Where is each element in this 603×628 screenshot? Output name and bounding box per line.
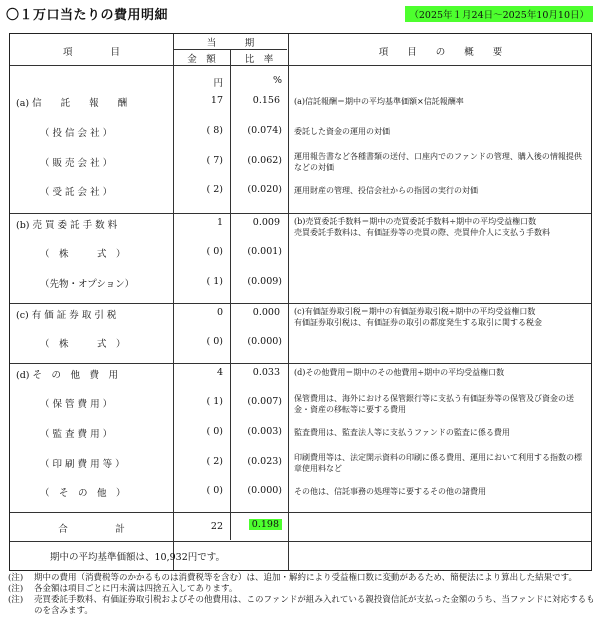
row-label: (d) そ の 他 費 用 <box>16 370 119 381</box>
total-ratio <box>230 519 282 530</box>
period-badge: （2025年１月24日～2025年10月10日） <box>405 6 593 22</box>
unit-yen: 円 <box>213 78 223 89</box>
row-label: （ 株 式 ） <box>40 249 126 260</box>
row-ratio: (0.023) <box>247 456 282 467</box>
col-divider <box>288 34 289 570</box>
footnotes <box>8 573 596 617</box>
row-label: （ 印 刷 費 用 等 ） <box>40 459 125 470</box>
header-item: 項 目 <box>62 47 120 58</box>
footnote-tag: (注) <box>8 573 24 583</box>
footnote-tag: (注) <box>8 584 24 594</box>
desc-d4: その他は、信託事務の処理等に要するその他の諸費用 <box>294 487 486 496</box>
row-ratio: 0.009 <box>252 217 280 228</box>
row-label: （ 販 売 会 社 ） <box>40 158 113 169</box>
row-ratio: (0.074) <box>247 125 282 136</box>
row-ratio: (0.009) <box>247 276 282 287</box>
row-label: （ そ の 他 ） <box>40 488 126 499</box>
row-label: （ 監 査 費 用 ） <box>40 429 113 440</box>
unit-pct: % <box>272 75 282 86</box>
desc-a-main: (a)信託報酬＝期中の平均基準価額×信託報酬率 <box>294 97 464 106</box>
row-divider <box>10 541 591 542</box>
desc-d3: 印刷費用等は、法定開示資料の印刷に係る費用、運用において利用する指数の標章使用料など <box>294 453 582 473</box>
row-amount: ( 0) <box>206 246 223 257</box>
row-ratio: (0.003) <box>247 426 282 437</box>
desc-d2: 監査費用は、監査法人等に支払うファンドの監査に係る費用 <box>294 428 510 437</box>
expense-table <box>9 33 592 571</box>
row-amount: 4 <box>216 367 223 378</box>
footnote <box>8 595 596 617</box>
average-price: 期中の平均基準価額は、10,932円です。 <box>50 552 225 563</box>
row-amount: ( 2) <box>206 456 223 467</box>
row-ratio: 0.000 <box>252 307 280 318</box>
desc-c-sub: 有価証券取引税は、有価証券の取引の都度発生する取引に関する税金 <box>294 318 542 327</box>
footnote-text: 期中の費用（消費税等のかかるものは消費税等を含む）は、追加・解約により受益権口数に変動があるため、簡便法により算出した結果です。 <box>34 573 577 583</box>
row-divider <box>173 49 287 50</box>
footnote-text: 各金額は項目ごとに円未満は四捨五入してあります。 <box>34 584 238 594</box>
row-amount: ( 2) <box>206 184 223 195</box>
desc-a2: 運用報告書など各種書類の送付、口座内でのファンドの管理、購入後の情報提供などの対価 <box>294 152 582 172</box>
total-amount: 22 <box>210 521 223 532</box>
row-divider <box>10 213 591 214</box>
row-amount: ( 1) <box>206 396 223 407</box>
footnote <box>8 584 596 595</box>
row-ratio: (0.000) <box>247 336 282 347</box>
row-ratio: (0.000) <box>247 485 282 496</box>
row-divider <box>10 512 591 513</box>
row-label: (b) 売 買 委 託 手 数 料 <box>16 220 118 231</box>
header-amount: 金 額 <box>187 54 216 65</box>
footnote-tag: (注) <box>8 595 24 605</box>
desc-a3: 運用財産の管理、投信会社からの指図の実行の対価 <box>294 186 478 195</box>
row-divider <box>10 363 591 364</box>
header-summary: 項 目 の 概 要 <box>378 47 503 58</box>
row-label: （ 投 信 会 社 ） <box>40 128 113 139</box>
row-amount: ( 7) <box>206 155 223 166</box>
row-ratio: (0.001) <box>247 246 282 257</box>
row-label: （先物・オプション） <box>40 279 135 290</box>
header-ratio: 比 率 <box>244 54 274 65</box>
row-ratio: (0.020) <box>247 184 282 195</box>
row-label: （ 株 式 ） <box>40 339 126 350</box>
row-amount: 0 <box>216 307 223 318</box>
row-amount: 1 <box>216 217 223 228</box>
desc-d1: 保管費用は、海外における保管銀行等に支払う有価証券等の保管及び資金の送金・資産の移転等に要する費用 <box>294 394 574 414</box>
row-ratio: (0.007) <box>247 396 282 407</box>
footnote <box>8 573 596 584</box>
footnote-text: 売買委託手数料、有価証券取引税およびその他費用は、このファンドが組み入れている親投資信託が支払った金額のうち、当ファンドに対応するものを含みます。 <box>34 595 595 616</box>
row-label: (c) 有 価 証 券 取 引 税 <box>16 310 117 321</box>
total-ratio-value: 0.198 <box>249 519 282 530</box>
row-amount: ( 0) <box>206 336 223 347</box>
row-amount: 17 <box>210 95 223 106</box>
row-label: （ 保 管 費 用 ） <box>40 399 113 410</box>
row-ratio: 0.156 <box>252 95 280 106</box>
row-ratio: 0.033 <box>252 367 280 378</box>
page-title: 〇１万口当たりの費用明細 <box>6 8 169 23</box>
row-amount: ( 1) <box>206 276 223 287</box>
row-amount: ( 0) <box>206 426 223 437</box>
desc-a1: 委託した資金の運用の対価 <box>294 127 390 136</box>
desc-b-sub: 売買委託手数料は、有価証券等の売買の際、売買仲介人に支払う手数料 <box>294 228 550 237</box>
desc-d-main: (d)その他費用＝期中のその他費用÷期中の平均受益権口数 <box>294 368 505 377</box>
desc-b-main: (b)売買委託手数料＝期中の売買委託手数料÷期中の平均受益権口数 <box>294 217 537 226</box>
desc-c-main: (c)有価証券取引税＝期中の有価証券取引税÷期中の平均受益権口数 <box>294 307 536 316</box>
row-divider <box>10 65 591 66</box>
header-period: 当 期 <box>206 38 255 49</box>
row-ratio: (0.062) <box>247 155 282 166</box>
row-amount: ( 0) <box>206 485 223 496</box>
row-label: (a) 信 託 報 酬 <box>16 98 128 109</box>
row-label: （ 受 託 会 社 ） <box>40 187 113 198</box>
row-amount: ( 8) <box>206 125 223 136</box>
row-divider <box>10 303 591 304</box>
total-label: 合 計 <box>58 524 125 535</box>
